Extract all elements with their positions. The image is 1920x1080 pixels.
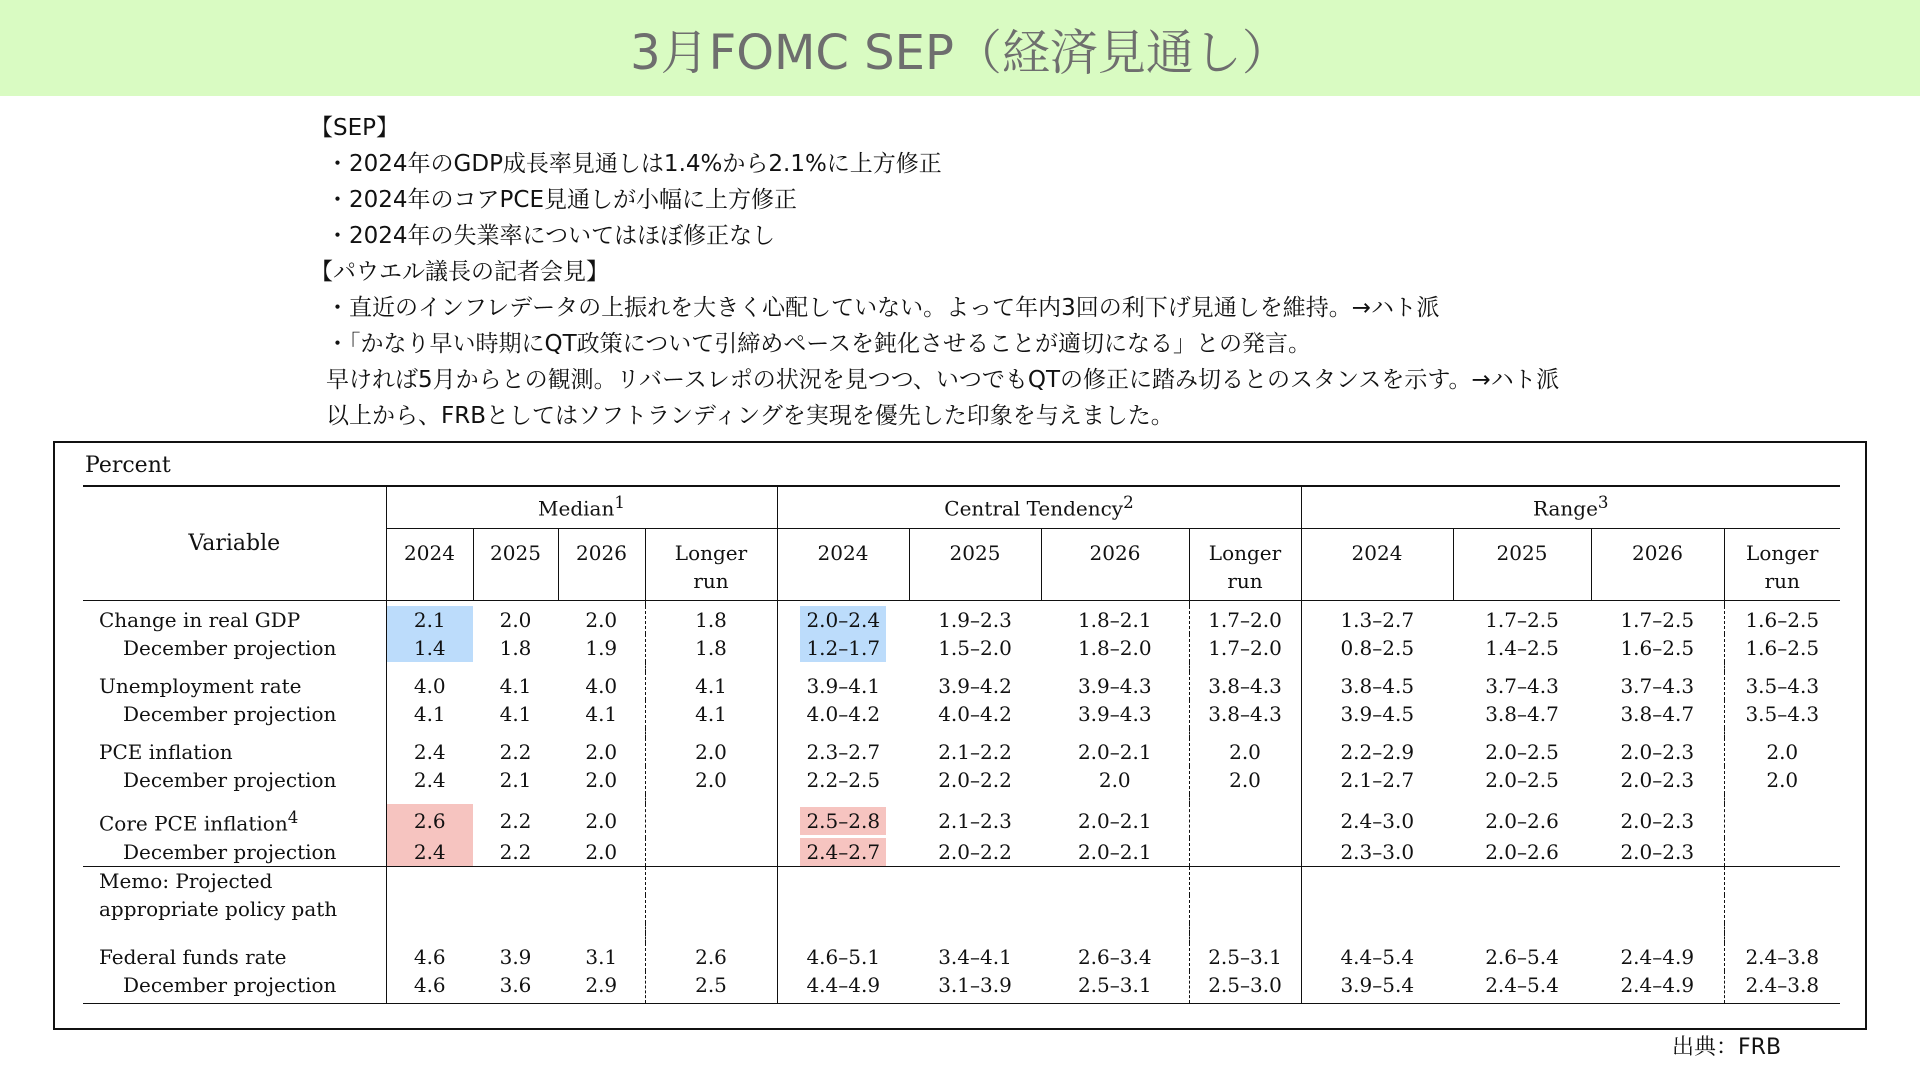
cell: 1.6–2.5 [1724,634,1840,662]
cell: 2.4 [386,766,473,794]
cell: 2.0–2.3 [1620,839,1695,864]
cell: 3.1 [585,944,618,969]
cell: 2.0–2.3 [1620,808,1695,833]
cell: 2.0 [1189,738,1301,766]
cell: 2.0–2.2 [938,768,1012,792]
cell: 2.5–3.1 [1041,971,1189,1004]
longer-run-header [645,528,777,600]
cell [1189,804,1301,838]
cell: 1.5–2.0 [938,636,1012,660]
cell: 2.1–2.2 [938,740,1012,764]
table-row [83,838,1840,867]
group-median [386,486,777,528]
cell [1189,838,1301,867]
cell: 2.0–2.1 [1077,808,1152,833]
cell: 2.2 [499,808,532,833]
row-label: appropriate policy path [99,896,338,921]
highlight: 2.5–2.8 [800,807,886,835]
cell: 2.3–3.0 [1301,838,1453,867]
longer-run-line-1: Longer [1208,540,1282,565]
sep-point-2: ・2024年のコアPCE見通しが小幅に上方修正 [326,187,797,213]
group-label: Median [538,497,615,522]
cell: 1.6–2.5 [1620,636,1695,660]
cell: 4.6 [386,971,473,1004]
cell: 2.4–3.8 [1724,943,1840,971]
cell: 1.7–2.0 [1189,606,1301,634]
longer-run-line-1: Longer [1746,540,1819,565]
cell: 2.5–3.0 [1189,971,1301,1004]
table-row [83,804,1840,838]
cell: 2.1 [499,768,532,792]
footnote-mark: 3 [1597,493,1609,513]
cell: 2.2–2.5 [777,766,909,794]
cell: 1.7–2.0 [1189,634,1301,662]
cell: 2.0–2.1 [1077,839,1152,864]
cell: 1.9–2.3 [938,608,1012,632]
cell: 3.6 [473,971,558,1004]
cell [645,804,777,838]
cell: 2.9 [558,971,645,1004]
row-label: December projection [123,839,337,864]
row-label: December projection [123,702,337,726]
cell: 1.8 [499,636,532,660]
cell: 2.0 [1098,768,1131,792]
powell-point-3: 早ければ5月からとの観測。リバースレポの状況を見つつ、いつでもQTの修正に踏み切るとのスタンスを示す。→ハト派 [326,367,1560,393]
row-label: PCE inflation [99,740,233,764]
footnote-mark: 1 [614,493,625,513]
table-row [83,738,1840,766]
cell: 2.0 [645,738,777,766]
cell [777,606,909,634]
cell: 2.0–2.6 [1485,808,1559,833]
sep-table-box [53,441,1867,1030]
cell: 2.2 [499,839,532,864]
cell: 4.1 [499,702,532,726]
cell: 3.8–4.3 [1189,700,1301,728]
highlight: 2.4–2.7 [800,838,886,866]
row-label: Federal funds rate [99,944,287,969]
powell-point-4: 以上から、FRBとしてはソフトランディングを実現を優先した印象を与えました。 [326,403,1174,429]
cell: 2.5 [645,971,777,1004]
year-header: 2026 [1041,528,1189,600]
cell: 2.4 [386,838,473,867]
row-label-text: Core PCE inflation [99,811,288,836]
cell: 2.4–5.4 [1453,971,1591,1004]
sep-heading: 【SEP】 [310,115,400,141]
sep-table [83,485,1840,1004]
highlight: 2.0–2.4 [800,606,886,634]
highlight: 1.2–1.7 [800,634,886,662]
longer-run-line-2: run [1764,568,1800,593]
group-range [1301,486,1840,528]
cell: 4.0 [585,674,618,698]
row-label: December projection [123,768,337,792]
longer-run-line-2: run [1227,568,1263,593]
variable-header: Variable [83,486,386,600]
source-credit: 出典：FRB [1672,1035,1782,1060]
group-label: Central Tendency [944,497,1124,522]
cell: 3.8–4.7 [1620,702,1695,726]
table-row [83,866,1840,895]
cell: 2.0–2.2 [938,839,1012,864]
table-row [83,943,1840,971]
cell: 4.1 [499,674,532,698]
row-label: December projection [123,636,337,660]
title-bar [0,0,1920,96]
cell: 3.1–3.9 [909,971,1041,1004]
cell: 3.9–4.1 [777,672,909,700]
table-row [83,606,1840,634]
cell: 2.4–4.9 [1591,971,1724,1004]
row-label [83,804,386,838]
row-label: Memo: Projected [83,866,386,895]
year-header: 2025 [1453,528,1591,600]
cell: 3.9–5.4 [1301,971,1453,1004]
table-row [83,895,1840,923]
cell: 2.6 [645,943,777,971]
table-row [83,634,1840,662]
cell: 2.6 [386,804,473,838]
cell: 2.0 [645,766,777,794]
cell: 2.0 [585,740,618,764]
longer-run-line-2: run [693,568,729,593]
cell: 4.1 [386,700,473,728]
cell [645,838,777,867]
cell: 2.0 [1724,738,1840,766]
cell: 1.7–2.5 [1485,608,1559,632]
cell: 1.6–2.5 [1724,606,1840,634]
cell: 3.9–4.3 [1077,674,1152,698]
year-header: 2026 [558,528,645,600]
cell: 3.9–4.5 [1301,700,1453,728]
cell: 0.8–2.5 [1301,634,1453,662]
year-header: 2025 [473,528,558,600]
cell: 4.0 [386,672,473,700]
cell: 1.8 [645,634,777,662]
cell: 2.0 [499,608,532,632]
cell: 2.3–2.7 [777,738,909,766]
cell: 2.1–2.3 [938,808,1012,833]
cell: 3.7–4.3 [1485,674,1559,698]
cell: 3.7–4.3 [1620,674,1695,698]
footnote-mark: 4 [287,808,299,827]
year-header: 2024 [1301,528,1453,600]
cell: 2.0–2.3 [1620,768,1695,792]
group-label: Range [1532,497,1598,522]
cell: 2.5–3.1 [1189,943,1301,971]
cell: 2.0–2.6 [1485,839,1559,864]
notes-section [310,110,1710,434]
cell: 4.1 [645,700,777,728]
cell: 1.4 [386,634,473,662]
cell: 4.4–5.4 [1301,943,1453,971]
cell: 2.0–2.5 [1485,740,1559,764]
cell: 2.0–2.5 [1485,768,1559,792]
cell: 2.6–3.4 [1077,944,1152,969]
cell: 3.9 [499,944,532,969]
footnote-mark: 2 [1123,493,1134,513]
cell: 2.0–2.1 [1077,740,1152,764]
row-label: December projection [83,971,386,1004]
page-title: 3月FOMC SEP（経済見通し） [630,24,1290,81]
powell-point-2: ・「かなり早い時期にQT政策について引締めペースを鈍化させることが適切になる」との発言。 [326,331,1312,357]
cell: 3.5–4.3 [1724,700,1840,728]
cell [777,634,909,662]
cell: 3.8–4.7 [1485,702,1559,726]
cell: 4.0–4.2 [938,702,1012,726]
cell: 1.8 [645,606,777,634]
cell: 2.0 [1724,766,1840,794]
cell: 4.6 [386,943,473,971]
sep-point-1: ・2024年のGDP成長率見通しは1.4%から2.1%に上方修正 [326,151,942,177]
cell: 3.5–4.3 [1724,672,1840,700]
cell: 3.4–4.1 [938,944,1012,969]
cell [1724,838,1840,867]
cell: 4.1 [645,672,777,700]
table-row [83,672,1840,700]
cell: 2.0 [585,608,618,632]
cell: 2.4–4.9 [1620,944,1695,969]
cell [777,804,909,838]
longer-run-header [1189,528,1301,600]
cell: 2.0 [1189,766,1301,794]
cell [1724,804,1840,838]
cell [777,838,909,867]
cell: 4.0–4.2 [777,700,909,728]
powell-heading: 【パウエル議長の記者会見】 [310,259,609,285]
cell: 3.9–4.3 [1077,702,1152,726]
year-header: 2024 [777,528,909,600]
cell: 4.6–5.1 [777,943,909,971]
cell: 1.7–2.5 [1620,608,1695,632]
year-header: 2024 [386,528,473,600]
cell: 3.8–4.3 [1189,672,1301,700]
cell: 2.0–2.3 [1620,740,1695,764]
table-row [83,700,1840,728]
cell: 1.8–2.1 [1077,608,1152,632]
year-header: 2025 [909,528,1041,600]
cell: 2.4–3.0 [1301,804,1453,838]
cell: 4.1 [585,702,618,726]
cell: 2.0 [585,808,618,833]
longer-run-header [1724,528,1840,600]
cell: 2.0 [585,768,618,792]
cell: 2.2 [499,740,532,764]
cell: 2.0 [585,839,618,864]
cell: 3.8–4.5 [1301,672,1453,700]
cell: 2.4–3.8 [1724,971,1840,1004]
cell: 2.4 [386,738,473,766]
unit-label: Percent [85,453,171,478]
longer-run-line-1: Longer [674,540,748,565]
cell: 2.2–2.9 [1301,738,1453,766]
year-header: 2026 [1591,528,1724,600]
sep-point-3: ・2024年の失業率についてはほぼ修正なし [326,223,776,249]
cell: 4.4–4.9 [777,971,909,1004]
row-label: Change in real GDP [99,608,301,632]
table-row [83,766,1840,794]
cell: 1.9 [585,636,618,660]
cell: 2.6–5.4 [1485,944,1559,969]
cell: 2.1–2.7 [1301,766,1453,794]
cell: 1.8–2.0 [1077,636,1152,660]
group-central-tendency [777,486,1301,528]
table-row [83,971,1840,1004]
cell: 2.1 [386,606,473,634]
cell: 1.3–2.7 [1301,606,1453,634]
cell: 1.4–2.5 [1485,636,1559,660]
powell-point-1: ・直近のインフレデータの上振れを大きく心配していない。よって年内3回の利下げ見通しを維持。→ハト派 [326,295,1440,321]
row-label: Unemployment rate [99,674,302,698]
cell: 3.9–4.2 [938,674,1012,698]
